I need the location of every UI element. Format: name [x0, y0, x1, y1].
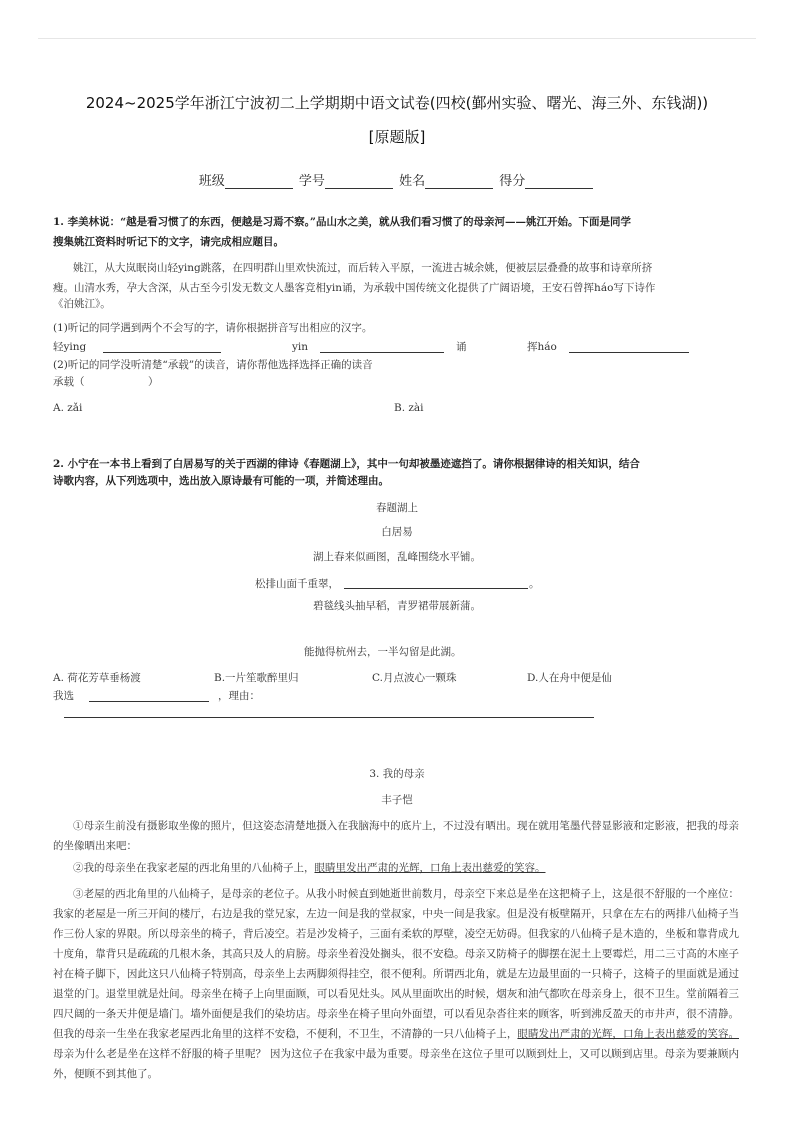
poem-line2-post: 。: [529, 578, 540, 590]
q1-pinyin2-label: yin: [292, 341, 309, 353]
q1-passage-line1: 姚江，从大岚眠岗山轻ying跳落，在四明群山里欢快流过，而后转入平原，一流进古城余姚，便被层层叠叠的故事和诗章所挤: [73, 262, 653, 274]
q3-author: 丰子恺: [381, 794, 413, 806]
q2-option-d[interactable]: D.人在舟中便是仙: [527, 672, 612, 684]
q3-heading: 3. 我的母亲: [369, 768, 425, 780]
id-label: 学号: [298, 174, 325, 189]
q1-word-close: ）: [148, 376, 159, 388]
q1-stem-line2: 搜集姚江资料时听记下的文字，请完成相应题目。: [53, 236, 284, 248]
exam-title: 2024~2025学年浙江宁波初二上学期期中语文试卷(四校(鄞州实验、曙光、海三外、东钱湖)): [85, 94, 709, 112]
name-label: 姓名: [399, 174, 426, 189]
q2-reason-blank[interactable]: [64, 705, 594, 718]
q3-p2-text: ②我的母亲坐在我家老屋的西北角里的八仙椅子上，: [73, 862, 315, 874]
q1-pinyin3-blank[interactable]: [569, 340, 689, 353]
poem-author: 白居易: [381, 526, 413, 538]
q1-pinyin1-label: 轻ying: [53, 341, 87, 353]
q1-word: 承载（: [53, 376, 85, 388]
poem-line2-pre: 松排山面千重翠，: [255, 578, 339, 590]
class-field[interactable]: [225, 175, 293, 189]
poem-title: 春题湖上: [376, 502, 418, 514]
q2-stem-line1: 2. 小宁在一本书上看到了白居易写的关于西湖的律诗《春题湖上》，其中一句却被墨迹遮挡了。请你根据律诗的相关知识，结合: [53, 458, 640, 470]
q1-sub1: (1)听记的同学遇到两个不会写的字，请你根据拼音写出相应的汉字。: [53, 322, 373, 334]
poem-line1: 湖上春来似画图，乱峰围绕水平铺。: [313, 551, 481, 563]
exam-subtitle: [原题版]: [368, 128, 426, 146]
q3-p3-underlined: 眼睛发出严肃的光辉，口角上表出慈爱的笑容。: [517, 1028, 739, 1040]
q1-pinyin2-suffix: 诵: [456, 341, 467, 353]
q3-p3-text: ③老屋的西北角里的八仙椅子，是母亲的老位子。从我小时候直到她逝世前数月，母亲空下来总是坐在这把椅子上，这是很不舒服的一个座位：我家的老屋是一所三开间的楼厅，右边是我的堂兄家，左边一间是我的堂叔家，中央一间是我家。但是没有板壁隔开，只拿在左右的两排八仙椅子当作三份人家的界限。所以母亲坐的椅子，背后凌空。若是沙发椅子，三面有柔软的厚壁，凌空无妨碍。但我家的八仙椅子是木造的，坐板和靠背成九十度角，靠背只是疏疏的几根木条，其高只及人的肩膀。母亲坐着没处搁头，很不安稳。母亲又防椅子的脚摆在泥土上要霉烂，用二三寸高的木座子衬在椅子脚下，因此这只八仙椅子特别高，母亲坐上去两脚须得挂空，很不便利。所谓西北角，就是左边最里面的一只椅子，这椅子的里面就是通过退堂的门。退堂里就是灶间。母亲坐在椅子上向里面顾，可以看见灶头。风从里面吹出的时候，烟灰和油气都吹在母亲身上，很不卫生。堂前隔着三四尺阔的一条天井便是墙门。墙外面便是我们的染坊店。母亲坐在椅子里向外面望，可以看见杂沓往来的顾客，听到沸反盈天的市井声，很不清静。但我的母亲一生坐在我家老屋西北角里的这样不安稳，不便利，不卫生，不清静的一只八仙椅子上，: [53, 888, 739, 1040]
score-field[interactable]: [525, 175, 593, 189]
q1-pinyin3-label: 挥háo: [527, 341, 557, 353]
q2-reason-label: ，理由：: [218, 690, 260, 702]
q1-option-b[interactable]: B. zài: [394, 402, 424, 414]
q3-paragraph1: ①母亲生前没有摄影取坐像的照片，但这姿态清楚地摄入在我脑海中的底片上，不过没有晒出。现在就用笔墨代替显影液和定影液，把我的母亲的坐像晒出来吧：: [53, 820, 739, 852]
q2-stem-line2: 诗歌内容，从下列选项中，选出放入原诗最有可能的一项，并简述理由。: [53, 475, 389, 487]
q1-sub2: (2)听记的同学没听清楚“承载”的读音，请你帮他选择选择正确的读音: [53, 359, 373, 371]
q1-pinyin1-blank[interactable]: [103, 340, 221, 353]
q1-pinyin2-blank[interactable]: [320, 340, 444, 353]
id-field[interactable]: [325, 175, 393, 189]
q2-option-a[interactable]: A. 荷花芳草垂杨渡: [53, 672, 141, 684]
poem-missing-blank[interactable]: [344, 576, 528, 589]
q3-paragraph3: [53, 884, 739, 1084]
q2-choice-blank[interactable]: [89, 689, 209, 702]
q1-option-a[interactable]: A. zǎi: [53, 402, 83, 414]
q3-p3-tail: 母亲为什么老是坐在这样不舒服的椅子里呢？ 因为这位子在我家中最为重要。母亲坐在这位子里可以顾到灶上，又可以顾到店里。母亲为要兼顾内外，便顾不到其他了。: [53, 1048, 739, 1080]
q1-passage-line2: 瘦。山清水秀，孕大含深，从古至今引发无数文人墨客竞相yin诵，为承载中国传统文化提供了广阔语境，王安石曾挥háo写下诗作: [53, 282, 656, 294]
q2-option-b[interactable]: B.一片笙歌醉里归: [214, 672, 299, 684]
q1-passage-line3: 《泊姚江》。: [53, 298, 111, 310]
name-field[interactable]: [425, 175, 493, 189]
top-divider: [38, 38, 756, 39]
poem-line3: 碧毯线头抽早稻，青罗裙带展新蒲。: [313, 600, 481, 612]
poem-line4: 能抛得杭州去，一半勾留是此湖。: [304, 646, 462, 658]
q2-choose-label: 我选: [53, 690, 74, 702]
student-info-row: [0, 170, 794, 189]
q3-paragraph2: [53, 858, 739, 878]
q3-p2-underlined: 眼睛里发出严肃的光辉，口角上表出慈爱的笑容。: [314, 862, 546, 874]
class-label: 班级: [198, 174, 225, 189]
q2-option-c[interactable]: C.月点波心一颗珠: [372, 672, 457, 684]
score-label: 得分: [499, 174, 526, 189]
q1-stem-line1: 1. 李美林说：“越是看习惯了的东西，便越是习焉不察。”品山水之美，就从我们看习惯了的母亲河——姚江开始。下面是同学: [53, 216, 631, 228]
